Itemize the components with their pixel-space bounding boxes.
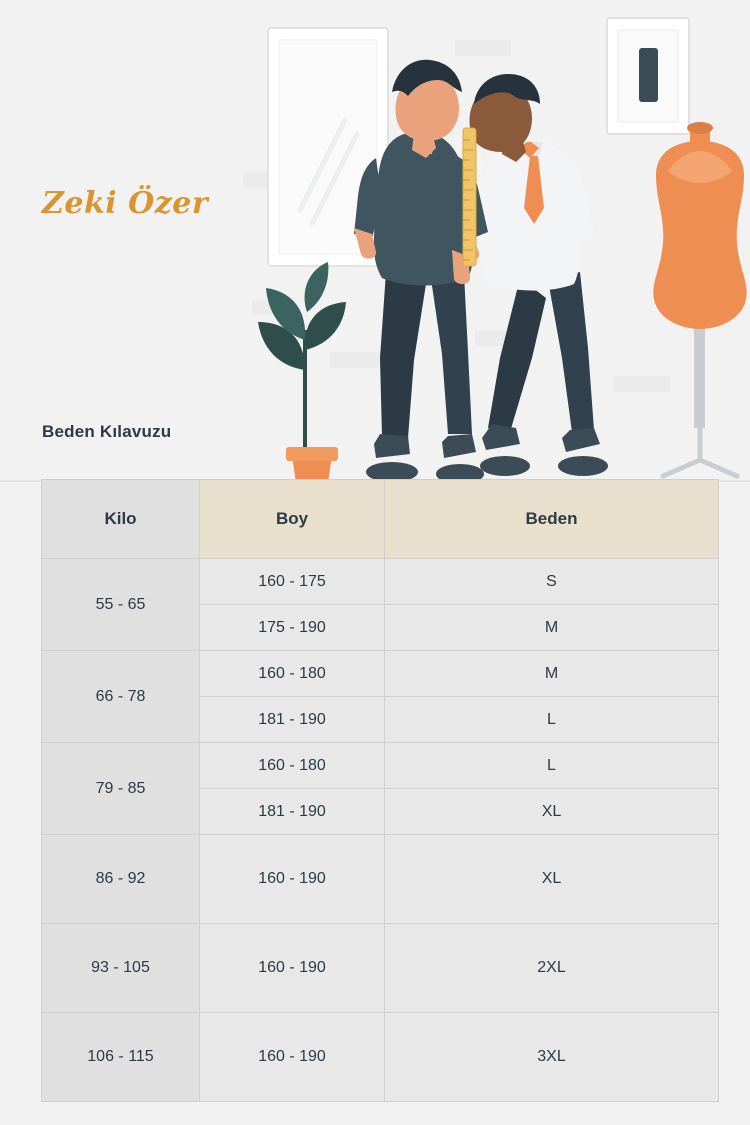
cell-beden: 2XL xyxy=(385,924,719,1013)
cell-boy: 181 - 190 xyxy=(200,789,385,835)
cell-boy: 160 - 180 xyxy=(200,743,385,789)
table-body xyxy=(42,559,719,1102)
cell-beden: L xyxy=(385,743,719,789)
page-title: Beden Kılavuzu xyxy=(42,422,172,441)
table-header-row xyxy=(42,480,719,559)
cell-kilo: 86 - 92 xyxy=(42,835,200,924)
cell-beden: L xyxy=(385,697,719,743)
cell-beden: M xyxy=(385,651,719,697)
table-row xyxy=(42,924,719,1013)
framed-picture xyxy=(607,18,689,134)
table-row xyxy=(42,835,719,924)
size-table-wrapper xyxy=(41,479,709,1102)
cell-beden: XL xyxy=(385,835,719,924)
cell-boy: 160 - 175 xyxy=(200,559,385,605)
measuring-tape-icon xyxy=(463,128,476,266)
brand-logo: Zeki Özer xyxy=(42,186,209,221)
cell-boy: 175 - 190 xyxy=(200,605,385,651)
column-header-boy: Boy xyxy=(200,480,385,559)
cell-boy: 160 - 190 xyxy=(200,1013,385,1102)
cell-boy: 160 - 190 xyxy=(200,835,385,924)
table-row xyxy=(42,651,719,697)
cell-kilo: 106 - 115 xyxy=(42,1013,200,1102)
size-table xyxy=(41,479,719,1102)
table-head xyxy=(42,480,719,559)
cell-beden: XL xyxy=(385,789,719,835)
cell-kilo: 55 - 65 xyxy=(42,559,200,651)
cell-kilo: 93 - 105 xyxy=(42,924,200,1013)
cell-beden: S xyxy=(385,559,719,605)
cell-beden: M xyxy=(385,605,719,651)
cell-boy: 160 - 190 xyxy=(200,924,385,1013)
table-row xyxy=(42,1013,719,1102)
cell-kilo: 66 - 78 xyxy=(42,651,200,743)
cell-boy: 181 - 190 xyxy=(200,697,385,743)
cell-boy: 160 - 180 xyxy=(200,651,385,697)
table-row xyxy=(42,743,719,789)
column-header-beden: Beden xyxy=(385,480,719,559)
cell-kilo: 79 - 85 xyxy=(42,743,200,835)
table-row xyxy=(42,559,719,605)
cell-beden: 3XL xyxy=(385,1013,719,1102)
column-header-kilo: Kilo xyxy=(42,480,200,559)
